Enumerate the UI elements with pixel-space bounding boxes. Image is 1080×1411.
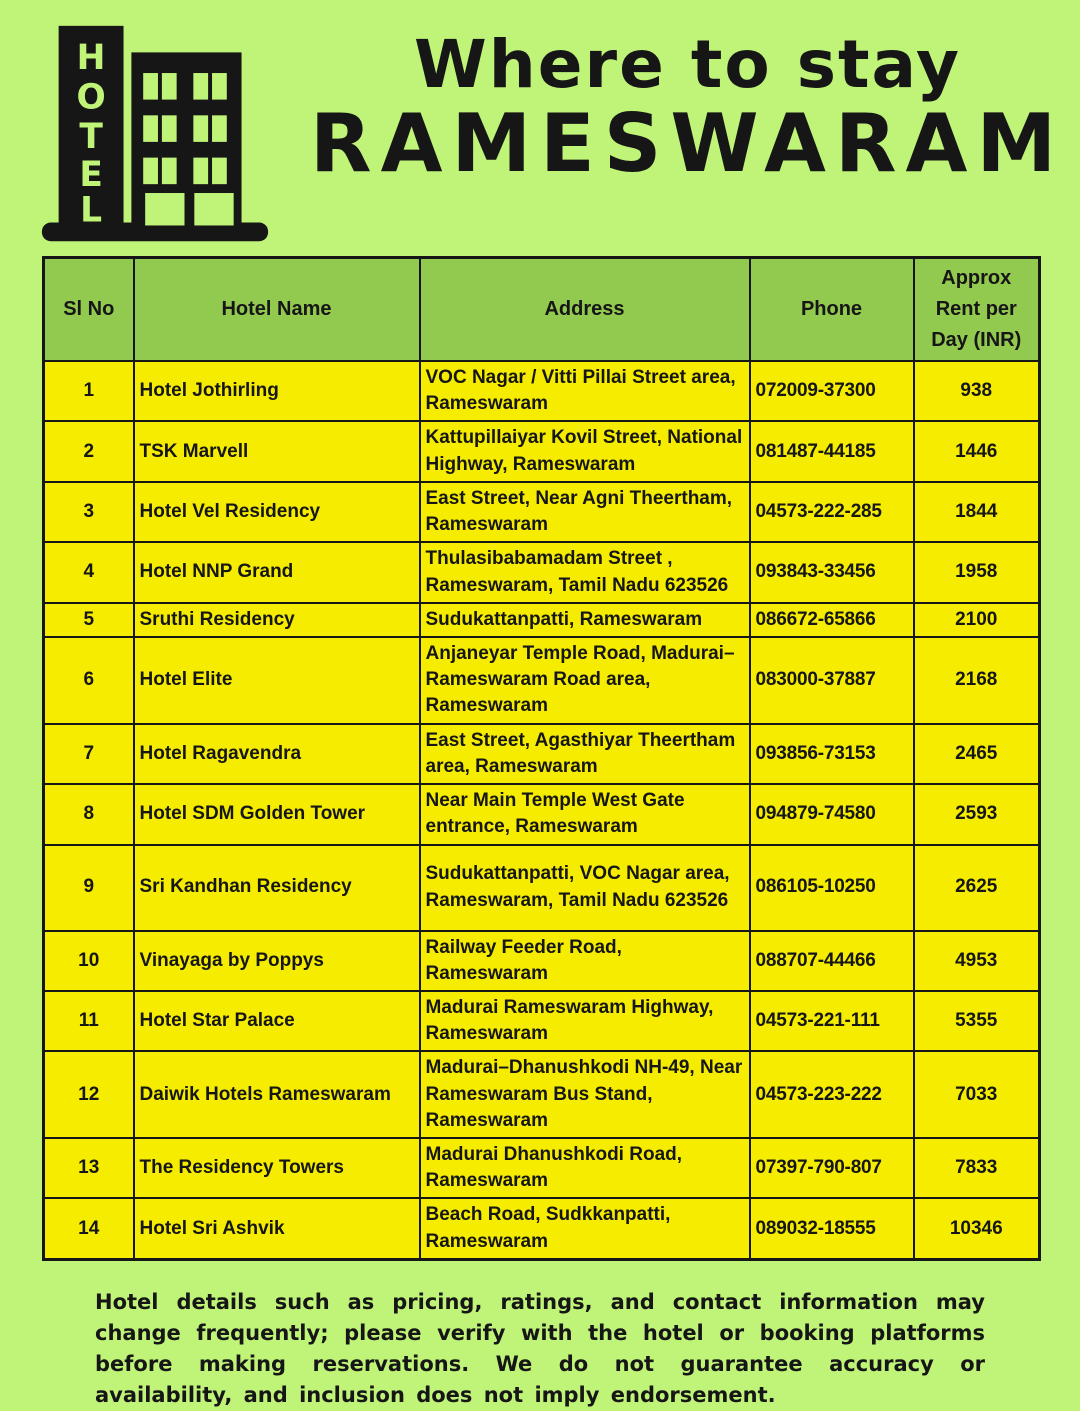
cell-phone: 072009-37300 xyxy=(750,361,914,421)
cell-address: Madurai–Dhanushkodi NH-49, Near Rameswaram Bus Stand, Rameswaram xyxy=(420,1051,750,1138)
cell-address: Anjaneyar Temple Road, Madurai–Rameswaram Road area, Rameswaram xyxy=(420,637,750,724)
cell-rent: 7033 xyxy=(914,1051,1040,1138)
cell-address: Sudukattanpatti, Rameswaram xyxy=(420,603,750,637)
hotel-building-icon xyxy=(0,0,310,246)
cell-phone: 04573-223-222 xyxy=(750,1051,914,1138)
cell-hotel-name: The Residency Towers xyxy=(134,1138,420,1198)
icon-letter-h: H xyxy=(76,38,106,79)
cell-hotel-name: Sruthi Residency xyxy=(134,603,420,637)
cell-rent: 2100 xyxy=(914,603,1040,637)
cell-address: Thulasibabamadam Street , Rameswaram, Tamil Nadu 623526 xyxy=(420,542,750,602)
cell-rent: 1446 xyxy=(914,421,1040,481)
table-row xyxy=(44,845,1040,931)
cell-rent: 1958 xyxy=(914,542,1040,602)
cell-phone: 093856-73153 xyxy=(750,724,914,784)
cell-phone: 081487-44185 xyxy=(750,421,914,481)
cell-hotel-name: Hotel SDM Golden Tower xyxy=(134,784,420,844)
cell-hotel-name: Hotel Star Palace xyxy=(134,991,420,1051)
cell-sl-no: 12 xyxy=(44,1051,134,1138)
cell-phone: 094879-74580 xyxy=(750,784,914,844)
column-header-rent: Approx Rent per Day (INR) xyxy=(914,258,1040,362)
cell-sl-no: 9 xyxy=(44,845,134,931)
cell-address: Kattupillaiyar Kovil Street, National Highway, Rameswaram xyxy=(420,421,750,481)
cell-phone: 086105-10250 xyxy=(750,845,914,931)
cell-rent: 2168 xyxy=(914,637,1040,724)
table-row xyxy=(44,637,1040,724)
cell-sl-no: 13 xyxy=(44,1138,134,1198)
icon-letter-l: L xyxy=(80,190,103,231)
cell-address: East Street, Near Agni Theertham, Rameswaram xyxy=(420,482,750,542)
page-subtitle: RAMESWARAM xyxy=(310,97,1066,190)
disclaimer-text: Hotel details such as pricing, ratings, and contact information may change frequently; please verify with the hotel or booking platforms before making reservations. We do not guarantee accuracy or availability, and inclusion does not imply endorsement. xyxy=(95,1289,985,1408)
table-row xyxy=(44,361,1040,421)
table-row xyxy=(44,991,1040,1051)
icon-hotel-letters xyxy=(76,38,105,230)
hotels-table xyxy=(42,256,1041,1261)
cell-phone: 093843-33456 xyxy=(750,542,914,602)
title-block xyxy=(310,0,1080,190)
icon-letter-t: T xyxy=(79,116,103,157)
cell-phone: 089032-18555 xyxy=(750,1198,914,1259)
cell-phone: 086672-65866 xyxy=(750,603,914,637)
cell-sl-no: 6 xyxy=(44,637,134,724)
column-header-address: Address xyxy=(420,258,750,362)
cell-hotel-name: Hotel Jothirling xyxy=(134,361,420,421)
table-row xyxy=(44,603,1040,637)
cell-sl-no: 7 xyxy=(44,724,134,784)
column-header-hotel-name: Hotel Name xyxy=(134,258,420,362)
table-row xyxy=(44,1051,1040,1138)
cell-rent: 1844 xyxy=(914,482,1040,542)
cell-address: Railway Feeder Road, Rameswaram xyxy=(420,931,750,991)
cell-rent: 4953 xyxy=(914,931,1040,991)
cell-sl-no: 3 xyxy=(44,482,134,542)
icon-letter-o: O xyxy=(76,77,106,118)
cell-rent: 7833 xyxy=(914,1138,1040,1198)
cell-phone: 04573-221-111 xyxy=(750,991,914,1051)
cell-hotel-name: Hotel Sri Ashvik xyxy=(134,1198,420,1259)
cell-address: Madurai Dhanushkodi Road, Rameswaram xyxy=(420,1138,750,1198)
cell-hotel-name: Hotel Elite xyxy=(134,637,420,724)
table-row xyxy=(44,1138,1040,1198)
cell-sl-no: 5 xyxy=(44,603,134,637)
cell-phone: 04573-222-285 xyxy=(750,482,914,542)
cell-hotel-name: Sri Kandhan Residency xyxy=(134,845,420,931)
cell-rent: 2593 xyxy=(914,784,1040,844)
cell-address: Beach Road, Sudkkanpatti, Rameswaram xyxy=(420,1198,750,1259)
table-row xyxy=(44,784,1040,844)
icon-letter-e: E xyxy=(79,155,103,196)
cell-sl-no: 4 xyxy=(44,542,134,602)
table-row xyxy=(44,724,1040,784)
cell-phone: 07397-790-807 xyxy=(750,1138,914,1198)
cell-hotel-name: Vinayaga by Poppys xyxy=(134,931,420,991)
cell-phone: 083000-37887 xyxy=(750,637,914,724)
cell-sl-no: 11 xyxy=(44,991,134,1051)
cell-sl-no: 14 xyxy=(44,1198,134,1259)
cell-address: Sudukattanpatti, VOC Nagar area, Rameswaram, Tamil Nadu 623526 xyxy=(420,845,750,931)
cell-hotel-name: Hotel Ragavendra xyxy=(134,724,420,784)
cell-rent: 10346 xyxy=(914,1198,1040,1259)
table-row xyxy=(44,931,1040,991)
hotel-building-icon-svg xyxy=(37,24,273,246)
cell-rent: 2465 xyxy=(914,724,1040,784)
column-header-phone: Phone xyxy=(750,258,914,362)
cell-hotel-name: TSK Marvell xyxy=(134,421,420,481)
cell-hotel-name: Daiwik Hotels Rameswaram xyxy=(134,1051,420,1138)
cell-sl-no: 8 xyxy=(44,784,134,844)
table-row xyxy=(44,542,1040,602)
column-header-sl-no: Sl No xyxy=(44,258,134,362)
cell-address: Near Main Temple West Gate entrance, Rameswaram xyxy=(420,784,750,844)
table-row xyxy=(44,421,1040,481)
header-row xyxy=(44,258,1040,362)
cell-hotel-name: Hotel NNP Grand xyxy=(134,542,420,602)
header xyxy=(0,0,1080,250)
cell-address: Madurai Rameswaram Highway, Rameswaram xyxy=(420,991,750,1051)
cell-rent: 938 xyxy=(914,361,1040,421)
cell-sl-no: 2 xyxy=(44,421,134,481)
cell-hotel-name: Hotel Vel Residency xyxy=(134,482,420,542)
table-row xyxy=(44,482,1040,542)
cell-address: VOC Nagar / Vitti Pillai Street area, Rameswaram xyxy=(420,361,750,421)
cell-rent: 2625 xyxy=(914,845,1040,931)
page-title: Where to stay xyxy=(414,26,962,103)
cell-address: East Street, Agasthiyar Theertham area, Rameswaram xyxy=(420,724,750,784)
table-row xyxy=(44,1198,1040,1259)
table-header xyxy=(44,258,1040,362)
hotel-table-body xyxy=(44,361,1040,1259)
cell-rent: 5355 xyxy=(914,991,1040,1051)
cell-sl-no: 1 xyxy=(44,361,134,421)
cell-phone: 088707-44466 xyxy=(750,931,914,991)
cell-sl-no: 10 xyxy=(44,931,134,991)
